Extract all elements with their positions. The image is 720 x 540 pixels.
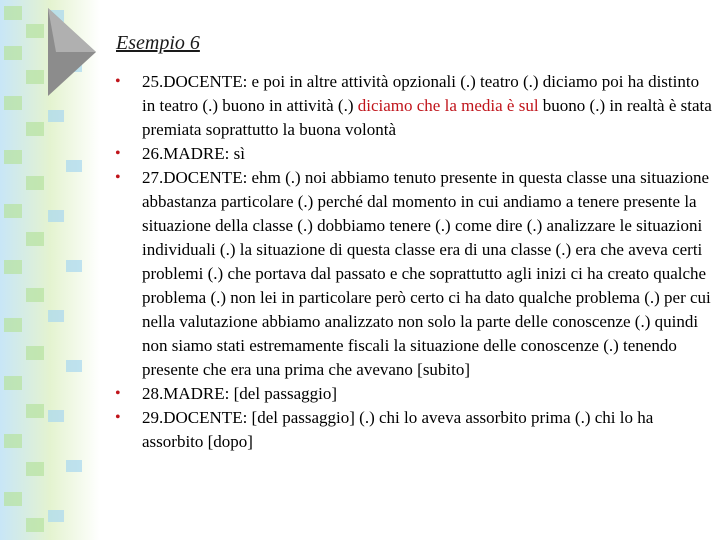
list-item	[112, 406, 712, 454]
bullet-tail: buono (.) in realtà è stata premiata soprattutto la buona volontà	[142, 96, 712, 139]
list-item	[112, 70, 712, 142]
slide-title: Esempio 6	[116, 32, 200, 54]
bullet-icon: •	[115, 145, 121, 162]
list-item	[112, 382, 712, 406]
bullet-text: 27.DOCENTE: ehm (.) noi abbiamo tenuto presente in questa classe una situazione abbastanza particolare (.) perché dal momento in cui andiamo a tenere presente la situazione della classe (.) dobbiamo tenere (.) come dire (.) analizzare le situazioni individuali (.) la situazione di questa classe era di una classe (.) era che aveva certi problemi (.) che portava dal passato e che soprattutto agli inizi ci ha creato qualche problema (.) non lei in particolare però certo ci ha dato qualche problema (.) per cui nella valutazione abbiamo analizzato non solo la parte delle conoscenze (.) quindi non siamo stati estremamente fiscali la situazione delle conoscenze (.) tenendo presente che era una prima che avevano [subito]	[142, 168, 711, 379]
transcript-list	[112, 70, 712, 454]
bullet-icon: •	[115, 385, 121, 402]
bullet-icon: •	[115, 169, 121, 186]
bullet-icon: •	[115, 409, 121, 426]
list-item	[112, 166, 712, 382]
decorative-sidebar	[0, 0, 100, 540]
bullet-text: 25.DOCENTE: e poi in altre attività opzionali (.) teatro (.) diciamo poi ha distinto in teatro (.) buono in attività (.)	[142, 72, 700, 115]
bullet-text: 29.DOCENTE: [del passaggio] (.) chi lo aveva assorbito prima (.) chi lo ha assorbito [dopo]	[142, 408, 654, 451]
bullet-icon: •	[115, 73, 121, 90]
list-item	[112, 142, 712, 166]
bullet-highlight: diciamo che la media è sul	[357, 96, 539, 115]
bullet-text: 26.MADRE: sì	[142, 144, 245, 163]
bullet-text: 28.MADRE: [del passaggio]	[142, 384, 338, 403]
